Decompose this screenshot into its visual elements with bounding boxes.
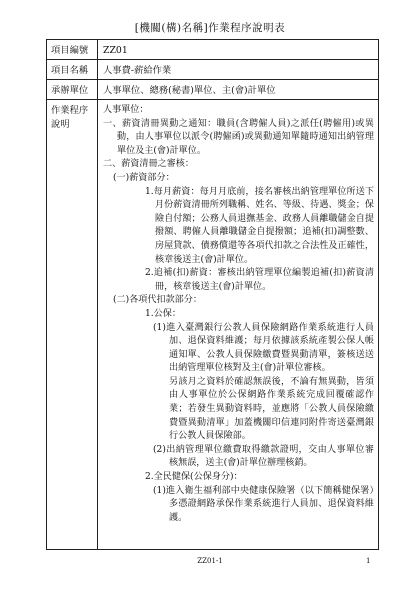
row-label: 作業程序說明 (47, 100, 98, 549)
section-2-2-1: 1.公保： (145, 308, 181, 319)
table-row (47, 100, 378, 549)
item-code-value: ZZ01 (103, 45, 128, 56)
section-2-2-2: 2.全民健保(公保身分)： (145, 472, 243, 483)
section-2-2-1-1-continued: 另該月之資料於確認無誤後，不論有無異動，皆須由人事單位於公保網路作業系統完成回覆確認作業；若發生異動資料時，並應將「公教人員保險繳費暨異動清單」加蓋機關印信連同附件寄送臺灣銀行公教人員保險部。 (169, 376, 374, 442)
responsible-units-value: 人事單位、總務(秘書)單位、主(會)計單位 (103, 85, 276, 96)
footer-code: ZZ01-1 (197, 557, 223, 565)
procedure-description (99, 100, 378, 549)
section-2: 二、薪資清冊之審核： (103, 159, 194, 170)
description-intro: 人事單位： (103, 105, 149, 115)
section-2-1-1: 1.每月薪資：每月月底前，接名審核出納管理單位所送下月份薪資清冊所列職稱、姓名、等級、待遇、獎金；保險自付額；公務人員退撫基金、政務人員離職儲金自提撥額、聘僱人員離職儲金自提撥額；追補(扣)調整數、房屋貸款、債務償還等各項代扣款之合法性及正確性，核章後送主(會)計單位。 (145, 186, 374, 265)
page-number: 1 (366, 557, 371, 565)
section-2-1: (一)薪資部分： (113, 172, 175, 183)
procedure-table (46, 39, 379, 550)
row-label: 項目名稱 (47, 60, 98, 79)
section-1: 一、薪資清冊異動之通知：職員(含聘僱人員)之派任(聘僱用)或異動，由人事單位以派令(聘僱函)或異動通知單隨時通知出納管理單位及主(會)計單位。 (103, 118, 374, 156)
table-row (47, 40, 378, 60)
row-label: 承辦單位 (47, 80, 98, 99)
document-title: [機關(構)名稱]作業程序說明表 (134, 22, 286, 34)
section-2-1-2: 2.追補(扣)薪資：審核出納管理單位編製追補(扣)薪資清冊，核章後送主(會)計單位。 (145, 268, 374, 292)
table-row (47, 60, 378, 80)
section-2-2-1-2: (2)出納管理單位繳費取得繳款證明，交由人事單位審核無誤，送主(會)計單位辦理核銷。 (153, 444, 374, 469)
item-name-value: 人事費-薪給作業 (103, 65, 172, 76)
section-2-2-2-1: (1)進入衛生福利部中央健康保險署（以下簡稱健保署）多憑證網路承保作業系統進行人員加、退保資料維護。 (153, 485, 374, 523)
section-2-2: (二)各項代扣款部分： (113, 295, 202, 306)
section-2-2-1-1: (1)進入臺灣銀行公教人員保險網路作業系統進行人員加、退保資料維護；每月依據該系統產製公保人帳通知單、公教人員保險繳費暨異動清單，簽核送送出納管理單位核對及主(會)計單位審核。 (153, 322, 374, 374)
row-label: 項目編號 (47, 40, 98, 59)
table-row (47, 80, 378, 100)
